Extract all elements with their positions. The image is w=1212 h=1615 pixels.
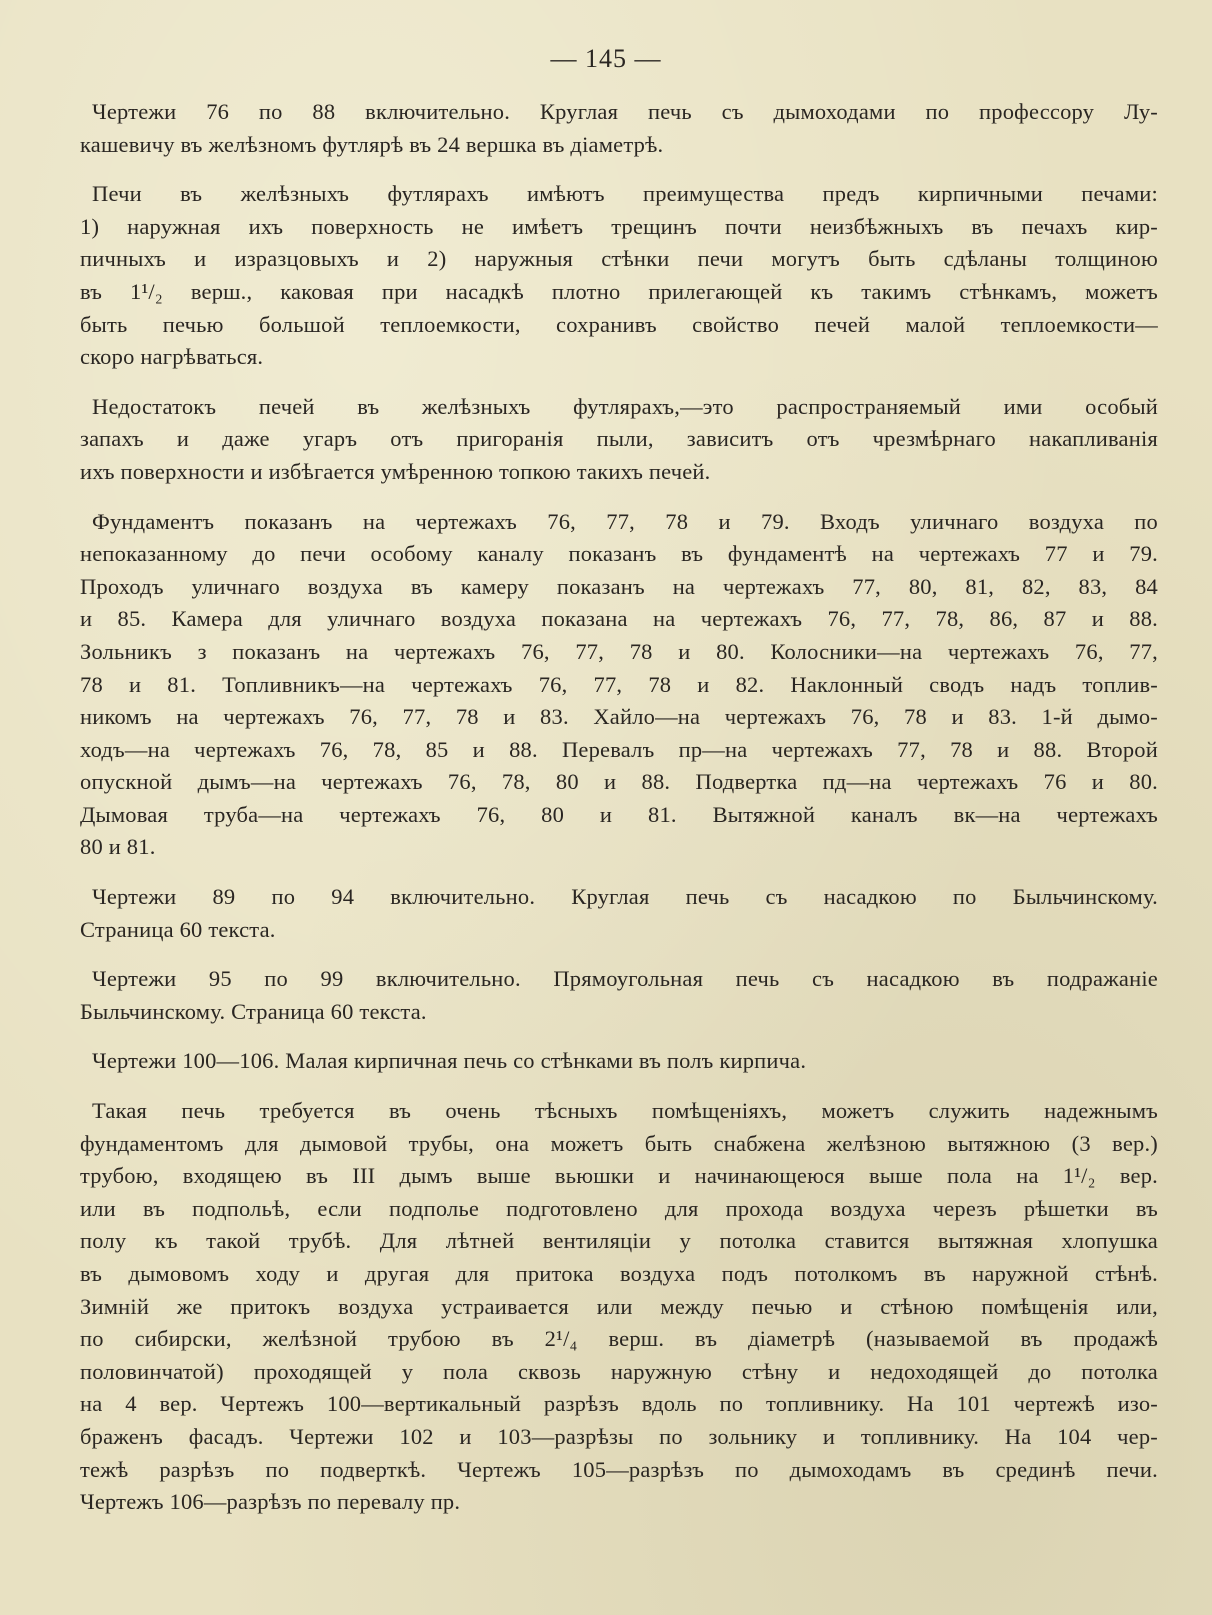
text-line: Дымовая труба—на чертежахъ 76, 80 и 81. Вытяжной каналъ вк—на чертежахъ <box>80 801 1158 827</box>
text-line: Чертежи 95 по 99 включительно. Прямоугольная печь съ насадкою въ подражаніе <box>92 966 1158 992</box>
body-text <box>80 96 1158 1536</box>
text-line: Фундаментъ показанъ на чертежахъ 76, 77, 78 и 79. Входъ уличнаго воздуха по <box>92 508 1158 534</box>
text-line: въ дымовомъ ходу и другая для притока воздуха подъ потолкомъ въ наружной стѣнѣ. <box>80 1261 1158 1286</box>
text-line: Зольникъ з показанъ на чертежахъ 76, 77, 78 и 80. Колосники—на чертежахъ 76, 77, <box>80 638 1158 664</box>
text-line: Недостатокъ печей въ желѣзныхъ футлярахъ,—это распространяемый ими особый <box>92 393 1158 419</box>
text-line: Чертежи 89 по 94 включительно. Круглая печь съ насадкою по Быльчинскому. <box>92 884 1158 910</box>
text-line: фундаментомъ для дымовой трубы, она можетъ быть снабжена желѣзною вытяжною (3 вер.) <box>80 1130 1158 1156</box>
text-line: тежѣ разрѣзъ по подверткѣ. Чертежъ 105—разрѣзъ по дымоходамъ въ срединѣ печи. <box>80 1456 1158 1482</box>
text-line: пичныхъ и изразцовыхъ и 2) наружныя стѣнки печи могутъ быть сдѣланы толщиною <box>80 246 1158 272</box>
paragraph <box>80 391 1158 489</box>
text-line: скоро нагрѣваться. <box>80 344 264 370</box>
text-line: половинчатой) проходящей у пола сквозь наружную стѣну и недоходящей до потолка <box>80 1358 1158 1384</box>
text-line: Быльчинскому. Страница 60 текста. <box>80 998 427 1024</box>
text-line: 80 и 81. <box>80 834 156 860</box>
text-line: Чертежи 76 по 88 включительно. Круглая печь съ дымоходами по профессору Лу- <box>92 99 1158 124</box>
text-line: непоказанному до печи особому каналу показанъ въ фундаментѣ на чертежахъ 77 и 79. <box>80 541 1158 567</box>
text-line: быть печью большой теплоемкости, сохранивъ свойство печей малой теплоемкости— <box>80 311 1158 337</box>
text-line: запахъ и даже угаръ отъ пригоранія пыли, зависитъ отъ чрезмѣрнаго накапливанія <box>80 426 1158 452</box>
text-line: Зимній же притокъ воздуха устраивается или между печью и стѣною помѣщенія или, <box>80 1293 1158 1319</box>
text-line: опускной дымъ—на чертежахъ 76, 78, 80 и 88. Подвертка пд—на чертежахъ 76 и 80. <box>80 769 1158 795</box>
paragraph <box>80 178 1158 374</box>
text-line: и 85. Камера для уличнаго воздуха показана на чертежахъ 76, 77, 78, 86, 87 и 88. <box>80 606 1158 632</box>
text-line: 78 и 81. Топливникъ—на чертежахъ 76, 77, 78 и 82. Наклонный сводъ надъ топлив- <box>80 671 1158 697</box>
text-line: Проходъ уличнаго воздуха въ камеру показанъ на чертежахъ 77, 80, 81, 82, 83, 84 <box>80 573 1158 599</box>
paragraph <box>80 881 1158 946</box>
text-line: кашевичу въ желѣзномъ футлярѣ въ 24 вершка въ діаметрѣ. <box>80 131 664 157</box>
text-line: полу къ такой трубѣ. Для лѣтней вентиляціи у потолка ставится вытяжная хлопушка <box>80 1228 1158 1254</box>
paragraph <box>80 963 1158 1028</box>
text-line: Чертежъ 106—разрѣзъ по перевалу пр. <box>80 1489 461 1515</box>
page-number: — 145 — <box>550 44 662 73</box>
text-line: или въ подпольѣ, если подполье подготовлено для прохода воздуха черезъ рѣшетки въ <box>80 1195 1158 1221</box>
text-line: ихъ поверхности и избѣгается умѣренною топкою такихъ печей. <box>80 458 711 484</box>
text-line: браженъ фасадъ. Чертежи 102 и 103—разрѣзы по зольнику и топливнику. На 104 чер- <box>80 1423 1158 1449</box>
text-line: Печи въ желѣзныхъ футлярахъ имѣютъ преимущества предъ кирпичными печами: <box>92 181 1158 207</box>
text-line: на 4 вер. Чертежъ 100—вертикальный разрѣзъ вдоль по топливнику. На 101 чертежѣ изо- <box>80 1391 1158 1417</box>
paragraph <box>80 1095 1158 1519</box>
text-line: Страница 60 текста. <box>80 916 276 942</box>
paragraph <box>80 96 1158 161</box>
text-line: въ 1¹/₂ верш., каковая при насадкѣ плотно прилегающей къ такимъ стѣнкамъ, можетъ <box>80 278 1158 304</box>
text-line: Такая печь требуется въ очень тѣсныхъ помѣщеніяхъ, можетъ служить надежнымъ <box>92 1098 1158 1124</box>
text-line: Чертежи 100—106. Малая кирпичная печь со стѣнками въ полъ кирпича. <box>92 1048 807 1074</box>
text-line: трубою, входящею въ III дымъ выше вьюшки и начинающеюся выше пола на 1¹/₂ вер. <box>80 1163 1158 1189</box>
text-line: никомъ на чертежахъ 76, 77, 78 и 83. Хайло—на чертежахъ 76, 78 и 83. 1-й дымо- <box>80 704 1158 730</box>
paragraph <box>80 1045 1158 1078</box>
paragraph <box>80 506 1158 865</box>
text-line: по сибирски, желѣзной трубою въ 2¹/₄ верш. въ діаметрѣ (называемой въ продажѣ <box>80 1326 1158 1352</box>
text-line: ходъ—на чертежахъ 76, 78, 85 и 88. Перевалъ пр—на чертежахъ 77, 78 и 88. Второй <box>80 736 1158 762</box>
text-line: 1) наружная ихъ поверхность не имѣетъ трещинъ почти неизбѣжныхъ въ печахъ кир- <box>80 213 1158 239</box>
